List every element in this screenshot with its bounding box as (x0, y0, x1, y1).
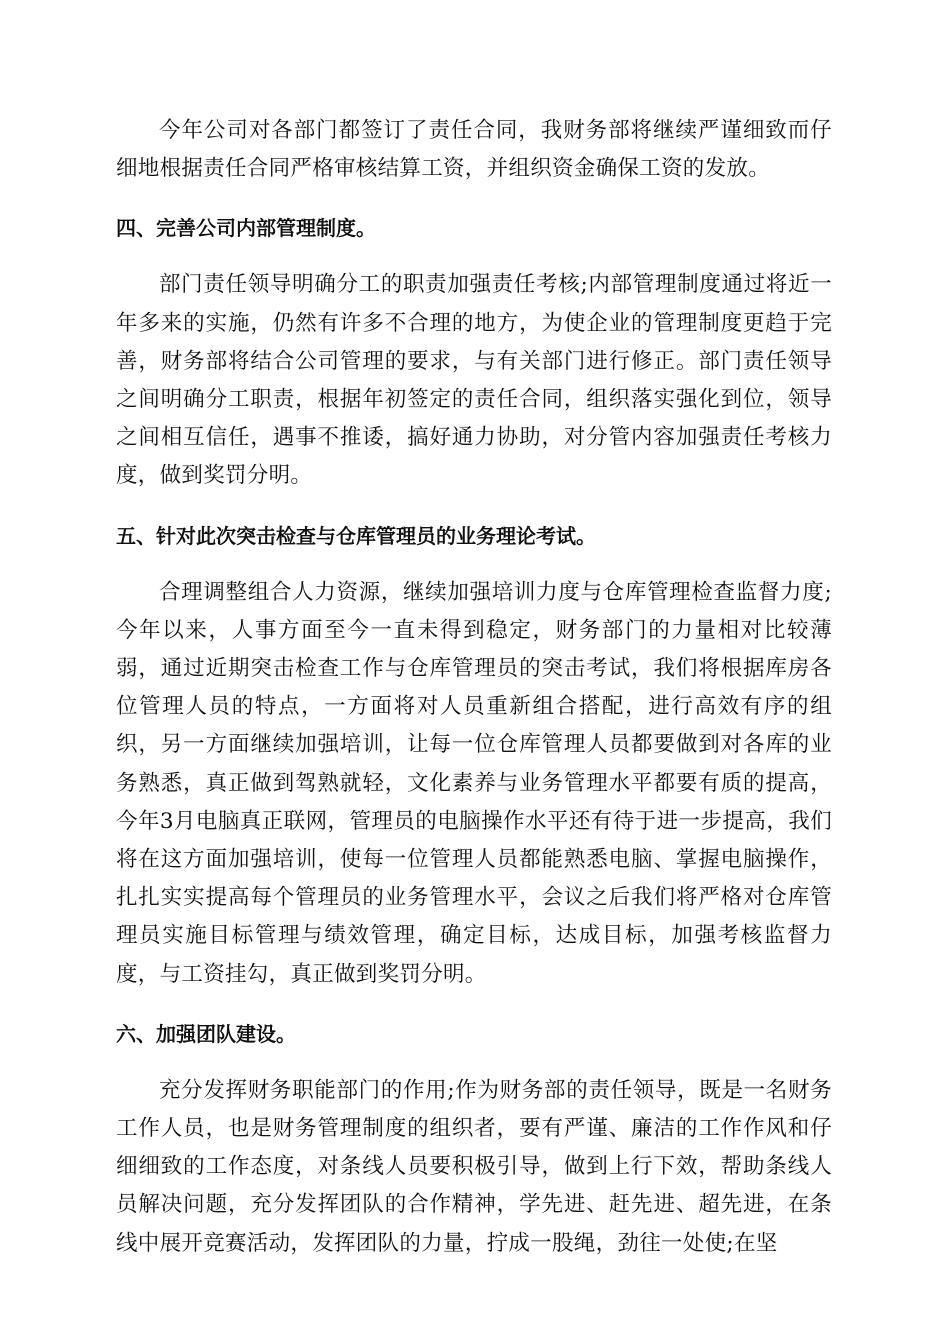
section-heading-6: 六、加强团队建设。 (116, 1021, 296, 1046)
section-heading-4: 四、完善公司内部管理制度。 (116, 216, 376, 241)
spacer (116, 188, 832, 210)
spacer (116, 994, 832, 1016)
spacer (116, 554, 832, 574)
paragraph-management-system: 部门责任领导明确分工的职责加强责任考核;内部管理制度通过将近一年多来的实施，仍然有许多不合理的地方，为使企业的管理制度更趋于完善，财务部将结合公司管理的要求，与有关部门进行修正。部门责任领导之间明确分工职责，根据年初签定的责任合同，组织落实强化到位，领导之间相互信任，遇事不推诿，搞好通力协助，对分管内容加强责任考核力度，做到奖罚分明。 (116, 272, 832, 489)
spacer (116, 496, 832, 518)
paragraph-warehouse-training: 合理调整组合人力资源，继续加强培训力度与仓库管理检查监督力度;今年以来，人事方面至今一直未得到稳定，财务部门的力量相对比较薄弱，通过近期突击检查工作与仓库管理员的突击考试，我们将根据库房各位管理人员的特点，一方面将对人员重新组合搭配，进行高效有序的组织，另一方面继续加强培训，让每一位仓库管理人员都要做到对各库的业务熟悉，真正做到驾熟就轻，文化素养与业务管理水平都要有质的提高，今年3月电脑真正联网，管理员的电脑操作水平还有待于进一步提高，我们将在这方面加强培训，使每一位管理人员都能熟悉电脑、掌握电脑操作，扎扎实实提高每个管理员的业务管理水平，会议之后我们将严格对仓库管理员实施目标管理与绩效管理，确定目标，达成目标，加强考核监督力度，与工资挂勾，真正做到奖罚分明。 (116, 579, 832, 987)
spacer (116, 246, 832, 266)
paragraph-salary: 今年公司对各部门都签订了责任合同，我财务部将继续严谨细致而仔细地根据责任合同严格审核结算工资，并组织资金确保工资的发放。 (116, 118, 832, 182)
section-heading-5: 五、针对此次突击检查与仓库管理员的业务理论考试。 (116, 523, 596, 548)
document-page (116, 112, 832, 1263)
paragraph-team-building: 充分发挥财务职能部门的作用;作为财务部的责任领导，既是一名财务工作人员，也是财务管理制度的组织者，要有严谨、廉洁的工作作风和仔细细致的工作态度，对条线人员要积极引导，做到上行下效，帮助条线人员解决问题，充分发挥团队的合作精神，学先进、赶先进、超先进，在条线中展开竞赛活动，发挥团队的力量，拧成一股绳，劲往一处使;在坚 (116, 1077, 832, 1256)
spacer (116, 1052, 832, 1072)
